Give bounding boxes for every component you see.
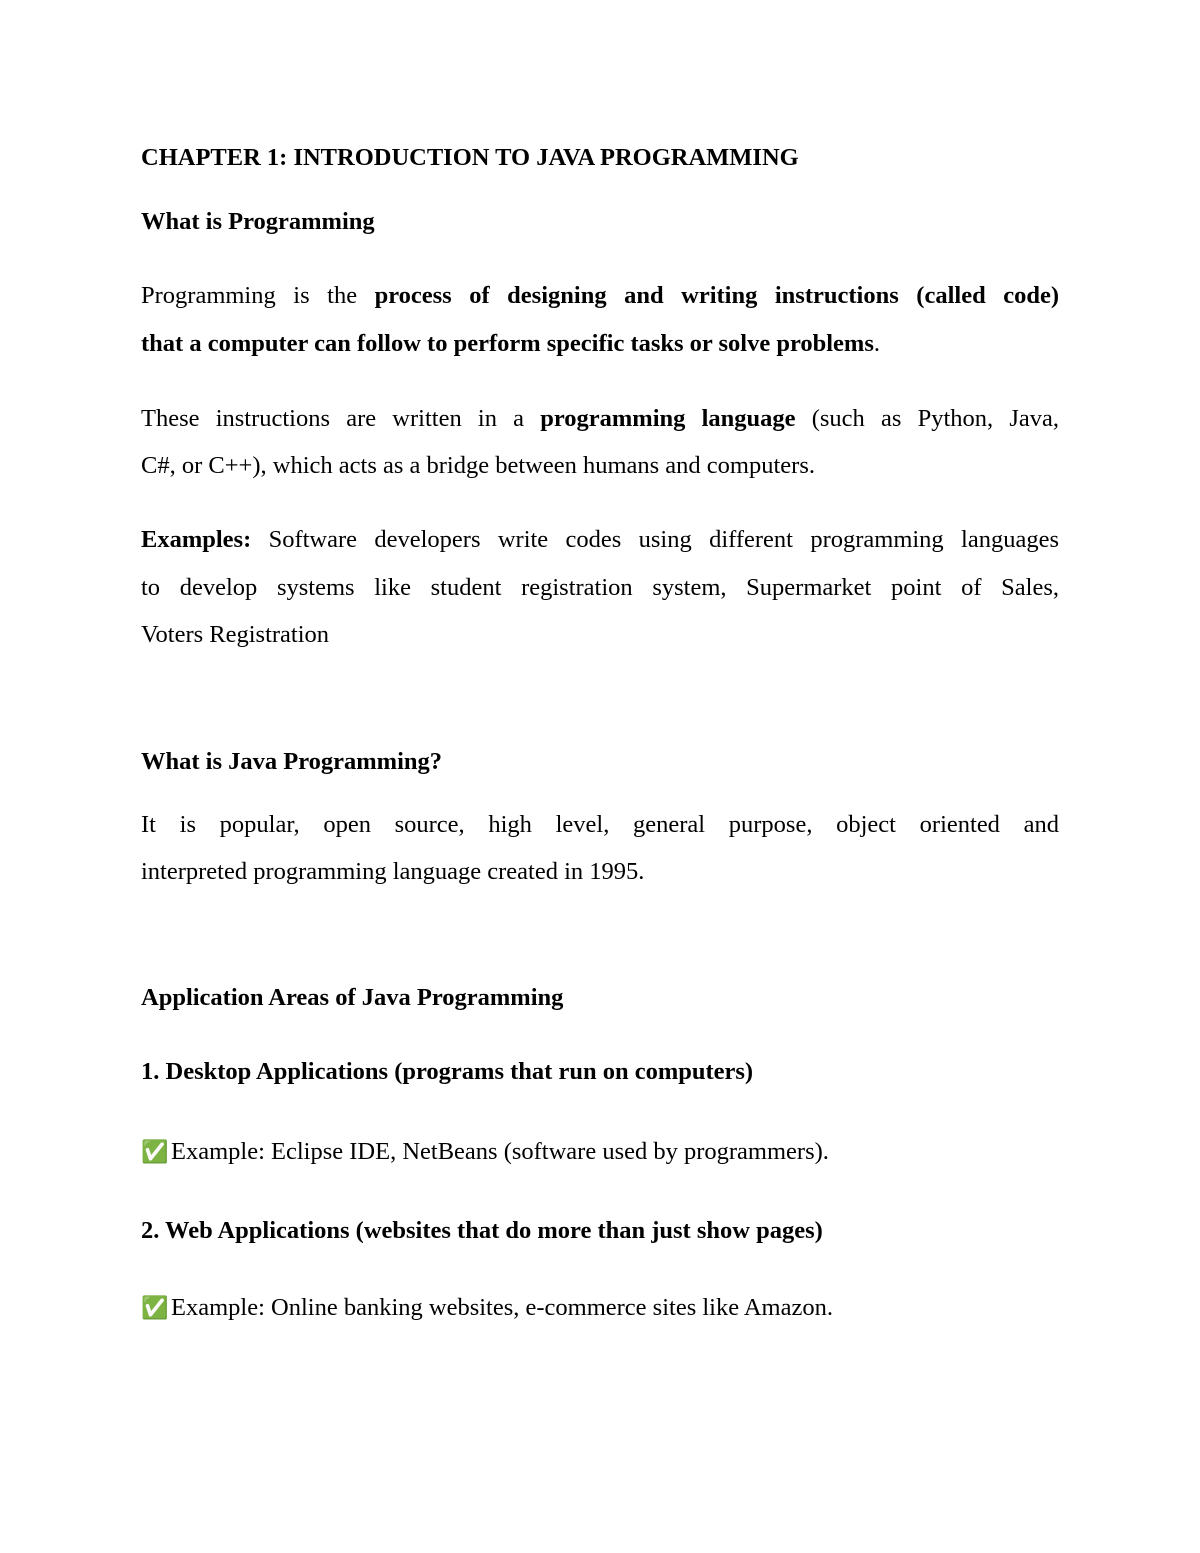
text-run: Programming is the	[141, 282, 375, 309]
checkmark-icon: ✅	[141, 1296, 169, 1321]
bold-run: that a computer can follow to perform specific tasks or solve problems	[141, 330, 874, 357]
application-item-web-example	[141, 1293, 1059, 1324]
examples-label: Examples:	[141, 526, 252, 553]
text-run: (such as Python, Java,	[795, 405, 1059, 432]
paragraph-examples-line-2: to develop systems like student registration system, Supermarket point of Sales,	[141, 574, 1059, 601]
paragraph-definition-line-1	[141, 281, 1059, 311]
paragraph-examples-line-3: Voters Registration	[141, 621, 330, 648]
paragraph-examples-line-1	[141, 525, 1059, 555]
bold-run: process of designing and writing instructions	[374, 282, 899, 309]
heading-what-is-programming: What is Programming	[141, 208, 375, 235]
checkmark-icon: ✅	[141, 1140, 169, 1165]
example-text: Example: Eclipse IDE, NetBeans (software used by programmers).	[171, 1138, 829, 1165]
application-item-desktop-title: 1. Desktop Applications (programs that run on computers)	[141, 1058, 754, 1085]
bold-run: programming language	[540, 405, 796, 432]
heading-what-is-java: What is Java Programming?	[141, 748, 443, 775]
text-run: .	[873, 330, 880, 357]
application-item-web-title: 2. Web Applications (websites that do more than just show pages)	[141, 1217, 823, 1244]
heading-application-areas: Application Areas of Java Programming	[141, 984, 564, 1011]
paragraph-java-line-2: interpreted programming language created in 1995.	[141, 858, 645, 885]
bold-run: (called code)	[898, 282, 1059, 309]
application-item-desktop-example	[141, 1137, 1059, 1168]
text-run: Software developers write codes using different programming languages	[251, 526, 1059, 553]
paragraph-java-line-1: It is popular, open source, high level, general purpose, object oriented and	[141, 811, 1059, 838]
text-run: These instructions are written in a	[141, 405, 541, 432]
paragraph-language-line-1	[141, 404, 1059, 434]
paragraph-definition-line-2	[141, 329, 1059, 359]
chapter-title: CHAPTER 1: INTRODUCTION TO JAVA PROGRAMMING	[141, 144, 799, 171]
example-text: Example: Online banking websites, e-commerce sites like Amazon.	[171, 1294, 833, 1321]
paragraph-language-line-2: C#, or C++), which acts as a bridge between humans and computers.	[141, 452, 815, 479]
